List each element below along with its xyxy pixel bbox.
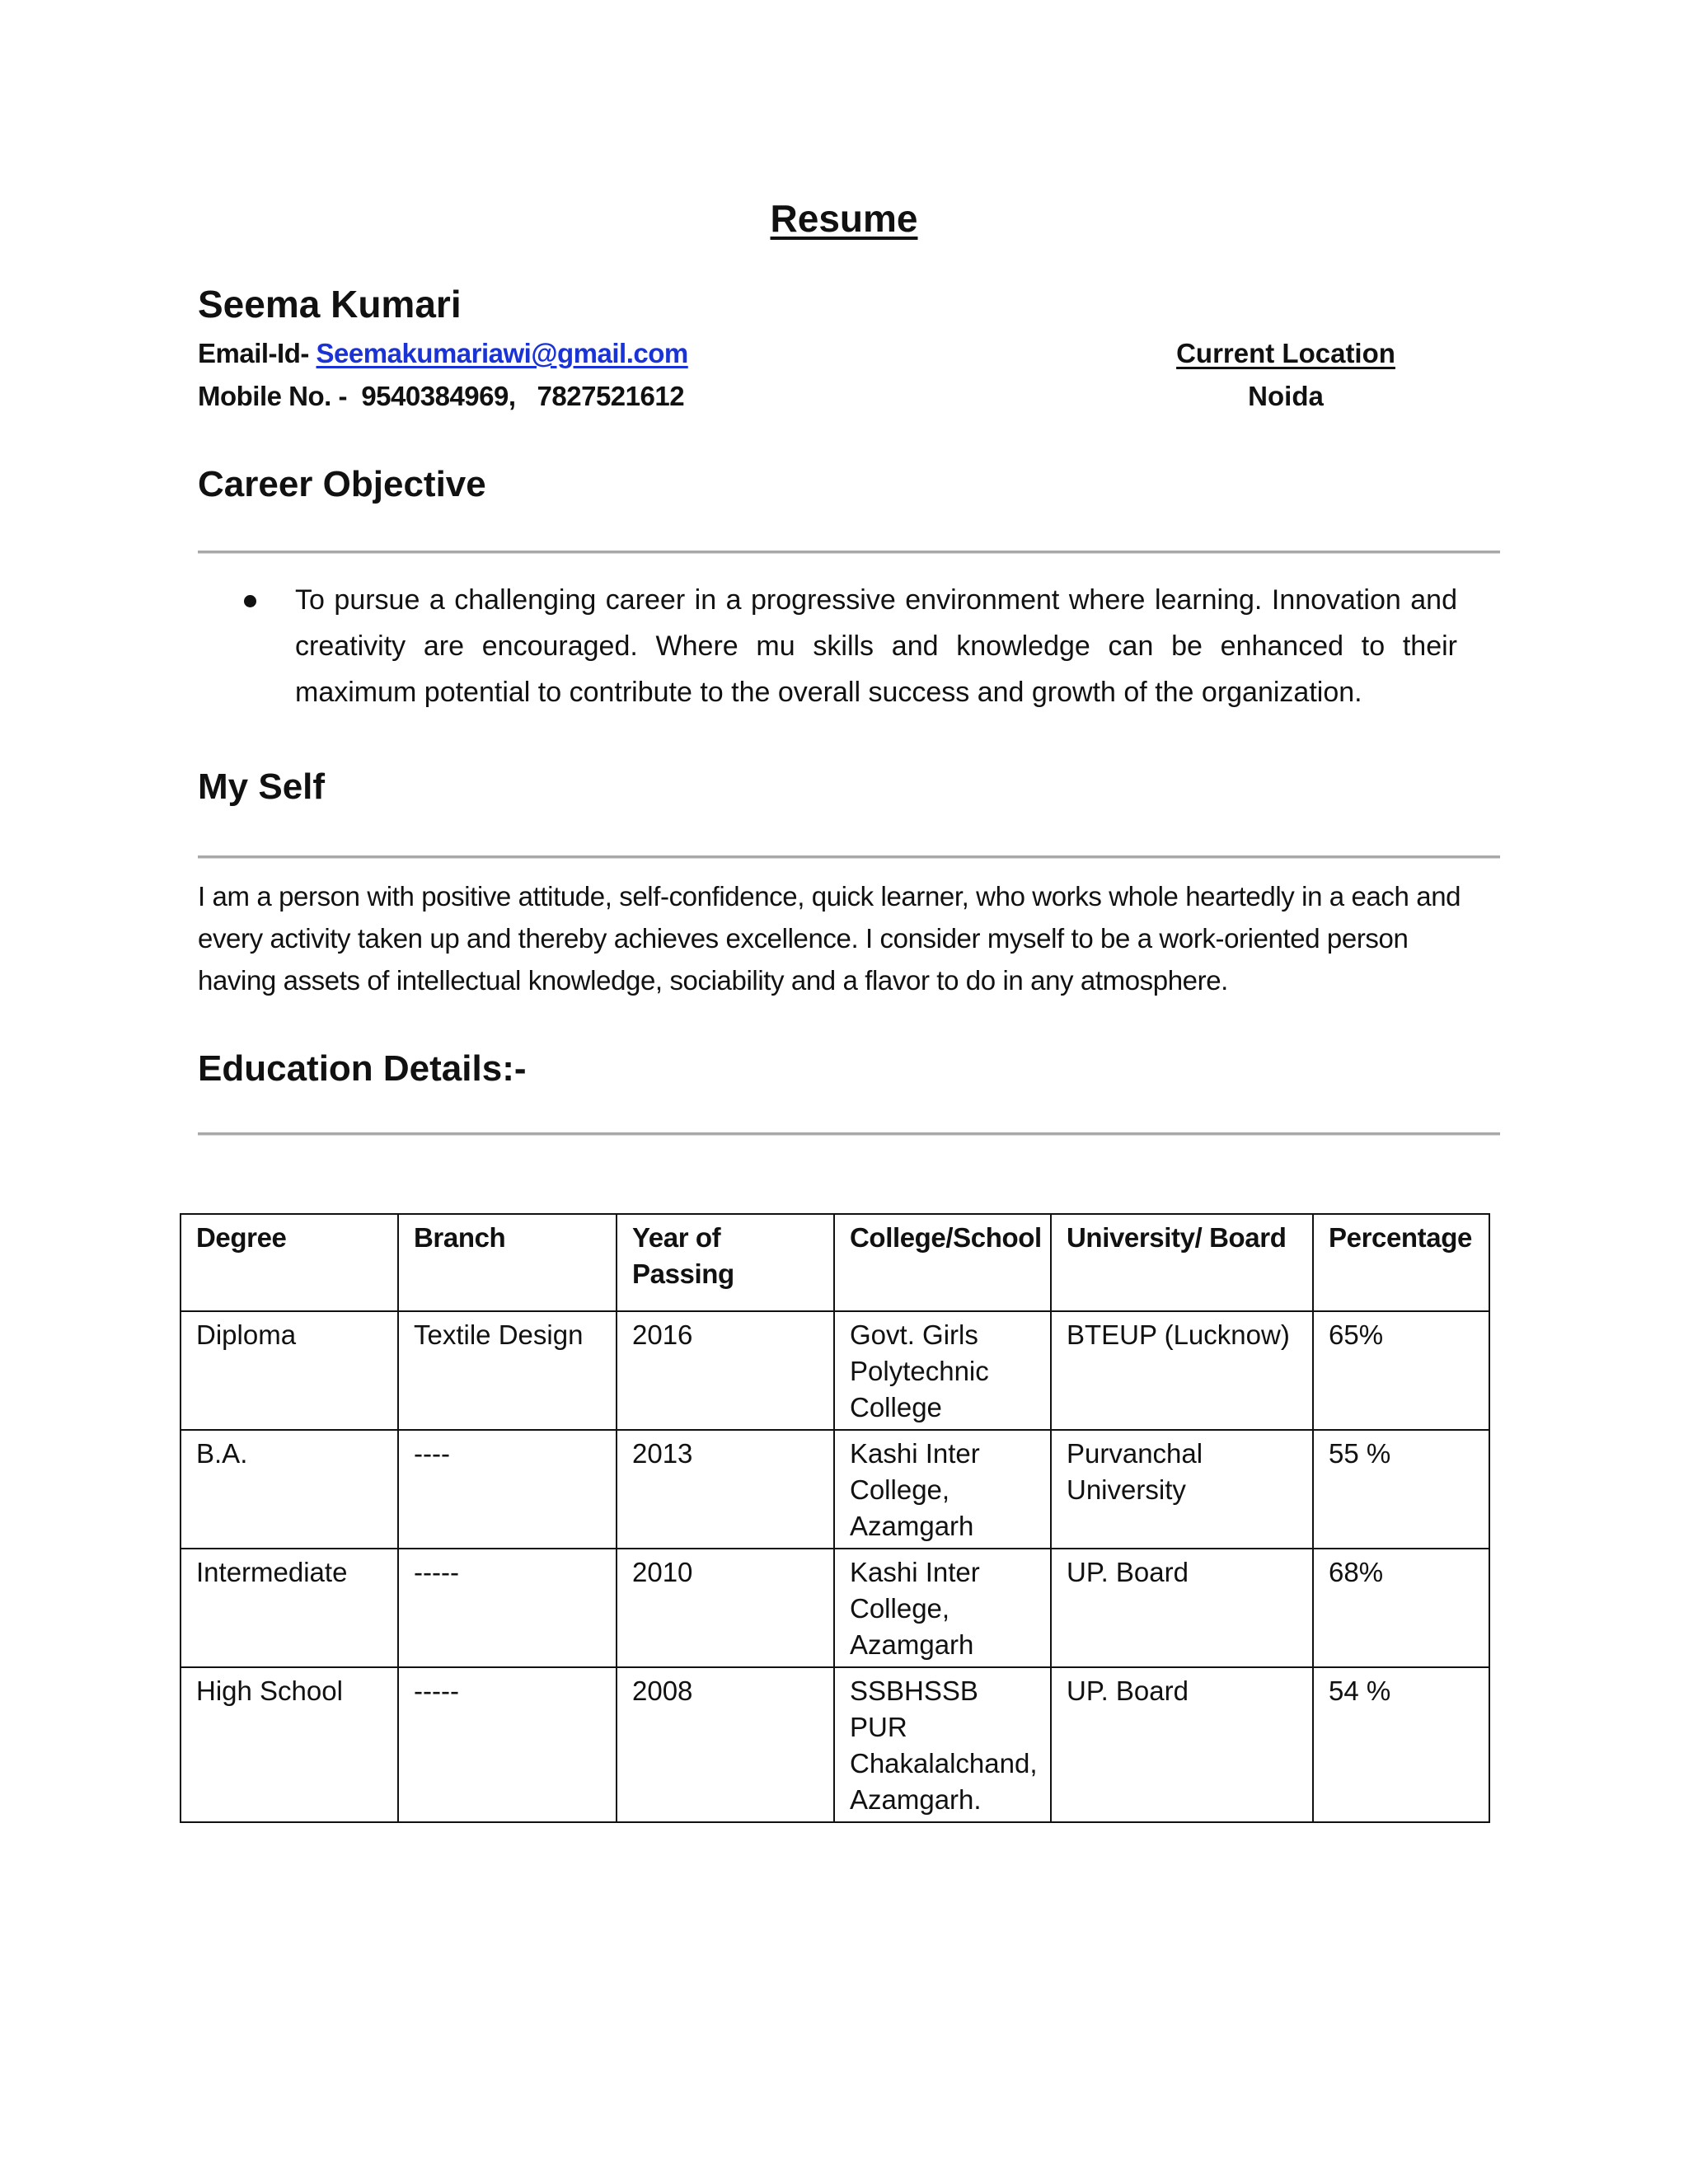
mobile-label: Mobile No. - — [198, 381, 362, 411]
document-title: Resume — [770, 197, 918, 240]
my-self-paragraph: I am a person with positive attitude, self-confidence, quick learner, who works whole heartedly in a each and every activity taken up and thereby achieves excellence. I consider myself to be a work-oriented person having assets of intellectual knowledge, sociability and a flavor to do in any atmosphere. — [198, 881, 1461, 996]
table-row — [181, 1667, 1489, 1822]
column-header-degree: Degree — [181, 1214, 398, 1311]
column-header-branch: Branch — [398, 1214, 617, 1311]
career-objective-divider — [198, 551, 1500, 554]
cell-year: 2016 — [617, 1311, 834, 1430]
cell-college: Kashi Inter College, Azamgarh — [834, 1549, 1051, 1667]
column-header-percentage: Percentage — [1313, 1214, 1489, 1311]
cell-university: BTEUP (Lucknow) — [1051, 1311, 1313, 1430]
cell-degree: B.A. — [181, 1430, 398, 1549]
email-link[interactable]: Seemakumariawi@gmail.com — [316, 338, 688, 368]
cell-degree: High School — [181, 1667, 398, 1822]
career-objective-heading: Career Objective — [198, 464, 486, 504]
table-row — [181, 1311, 1489, 1430]
mobile-line — [198, 381, 684, 412]
bullet-dot-icon — [244, 595, 256, 607]
cell-branch: ---- — [398, 1430, 617, 1549]
cell-year: 2010 — [617, 1549, 834, 1667]
cell-year: 2008 — [617, 1667, 834, 1822]
cell-year: 2013 — [617, 1430, 834, 1549]
cell-college: Kashi Inter College, Azamgarh — [834, 1430, 1051, 1549]
career-objective-text: To pursue a challenging career in a progressive environment where learning. Innovation and creativity are encouraged. Where mu skills and knowledge can be enhanced to their maximum potential to contribute to the overall success and growth of the organization. — [295, 584, 1457, 708]
cell-degree: Diploma — [181, 1311, 398, 1430]
email-label: Email-Id- — [198, 338, 316, 368]
cell-percentage: 65% — [1313, 1311, 1489, 1430]
table-header-row — [181, 1214, 1489, 1311]
my-self-divider — [198, 855, 1500, 859]
column-header-year: Year of Passing — [617, 1214, 834, 1311]
cell-percentage: 54 % — [1313, 1667, 1489, 1822]
cell-branch: Textile Design — [398, 1311, 617, 1430]
cell-branch: ----- — [398, 1549, 617, 1667]
cell-branch: ----- — [398, 1667, 617, 1822]
cell-university: UP. Board — [1051, 1667, 1313, 1822]
cell-university: UP. Board — [1051, 1549, 1313, 1667]
column-header-college: College/School — [834, 1214, 1051, 1311]
column-header-university: University/ Board — [1051, 1214, 1313, 1311]
cell-percentage: 55 % — [1313, 1430, 1489, 1549]
my-self-heading: My Self — [198, 766, 326, 807]
cell-university: Purvanchal University — [1051, 1430, 1313, 1549]
education-heading: Education Details:- — [198, 1048, 527, 1089]
table-row — [181, 1549, 1489, 1667]
education-divider — [198, 1132, 1500, 1136]
cell-percentage: 68% — [1313, 1549, 1489, 1667]
cell-college: SSBHSSB PUR Chakalalchand, Azamgarh. — [834, 1667, 1051, 1822]
education-table — [180, 1213, 1490, 1823]
mobile-numbers: 9540384969, 7827521612 — [361, 381, 685, 411]
cell-college: Govt. Girls Polytechnic College — [834, 1311, 1051, 1430]
current-location-value: Noida — [1248, 381, 1324, 411]
current-location-label: Current Location — [1176, 338, 1395, 368]
email-line — [198, 338, 688, 369]
cell-degree: Intermediate — [181, 1549, 398, 1667]
candidate-name: Seema Kumari — [198, 283, 462, 326]
table-row — [181, 1430, 1489, 1549]
